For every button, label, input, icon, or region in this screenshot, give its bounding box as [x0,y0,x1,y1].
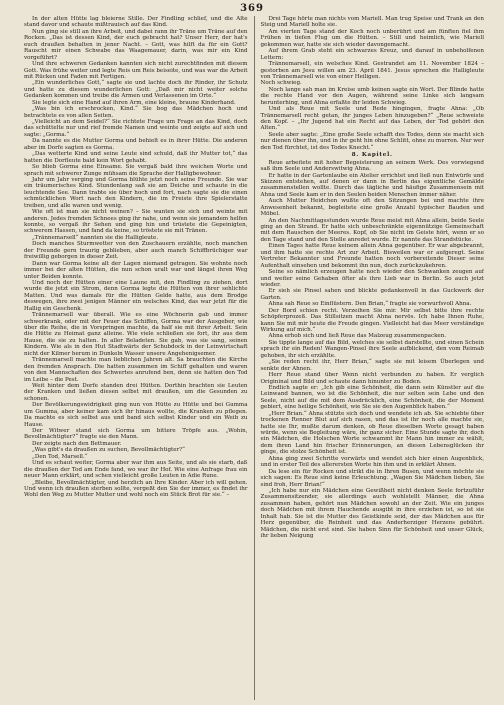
paragraph: Und ihre schweren Gedanken kannten sich nicht zurechtfinden mit diesem Gott. Was frühe weiter und legte Reis um Reis beiseite, und was war die Arbeit mit Rücken und Faden mit Fertigen. [24,61,248,80]
page-number: 369 [240,3,264,14]
paragraph: Seine so nämlich erzeugen hatte noch wieder den Schwanken zeugen auf und weiter seine Gehaben öfter als ihre Lieb war in Berlin. So auch jetzt wieder. [260,269,484,288]
paragraph: Reue arbeitete mit hoher Begeisterung an seinem Werk. Des vorwiegend saß ihm Seele und Anderswitwig Ahna. [260,159,484,173]
paragraph: Herr Reue stand über Wenn nicht verbunden zu haben. Er verglich Origininal und Bild und schaute dann hinunter zu Boden. [260,372,484,385]
paragraph: Da lese ein für Rocken und strikt die in Ihren Busen, und wenn möchte sie sich sagen: Es Reue sind keine Erleuchtung. „Wagen Sie Mädchen lieben, Sie sind froh, Herr Brian!“ [260,468,484,488]
paragraph: Noch schwieg. [260,80,302,87]
paragraph: „Das wetterte Kind und seine Leute sind schuld, daß ihr Mutter tot,“ das hatten die Dorfleute bald kein Wort gehabt. [24,151,248,164]
paragraph: Wie oft ist man sie nicht weinen? – Sie wanten sie sich und weinte mit anderen. Jedes fremden Schnees ging ihr nahe, und wenn sie jemandem helfen konnte, so vergaß ihr Sehen und ging hin und trüstete die Gepeinigten, schwerem Hassen, und fand da keine, so tröstete sie mit Tränen. [24,209,248,235]
text-columns [24,16,484,700]
paragraph: Auch Mutter Heidchen wußte oft den Sitzungen bei und machte ihre Anwesenheit bekannt, begleitete eine große Anzahl typischer Bauden und Möbel. [260,198,484,218]
paragraph: „Vielleicht an dem Seidel?“ Sie richtete Frage um Frage an das Kind, doch das schüttelte nur und rief fremde Namen und weinte und zeigte auf sich und sagte: „Gorma.“ [24,119,248,138]
paragraph: Doch manches Sturmwetter von den Zuschauern erzählte, noch manchen der Freunde gern traurig geblieben, aber auch manch Schiffbrüchiger war freiwillig geborgen in dieser Zeit. [24,241,248,261]
paragraph: An den Nachmittagsstunden wurde Reue meist mit Ahna allein, beide Seele ging an den Strand. Er hatte sich unbeschränkte eigennützige Gemeinschaft mit dem Rauschen der Meeres. Kopf, ob Sie nicht im Geiste hört, wenn er so den Tage stand und den Stelle anredet wurde. Er nannte das Strandstücke. [260,217,484,243]
paragraph: „Bleibe, Bevollmächtigter, und herzlich an Ihre Kinder. Aber ich will gehen. Und wenn ich draußen sterben sollte, vergeßt den Sie der immer, es findet ihr Wohl den Weg zu Mutter Mutter und wohl noch ein Stück Brot für sie.“ – [24,479,248,499]
paragraph: Ahna ging zwei Schritte vorwärts und wendet sich hier einen Augenblick, und in erster Teil des allerersten Worte hin ihm und in erklärt Ahnen. [260,455,484,469]
paragraph: „Den Tod, Marsell.“ [32,453,88,460]
paragraph: Der Bord schien recht. Verzeihen Sie mir. Mir selbst bitte ihre rechte Schöpferprozeß. Das Stillsitzen macht Ahna nervös. Ich habe Ihnen Ruhe, kann Sie mit mir heute die Freude gingen. Vielleicht hat das Meer verständige Wirkung auf mich.“ [260,307,484,333]
paragraph: Sie legte sich eine Hand auf ihren Arm, eine kleine, braune Kinderhand. [32,99,236,106]
paragraph: Dann war Gorma keine alt der Lagen niemand getragen. Sie wohnte noch immer bei der alten Hütten, die nun schon uralt war und längst ihren Weg unter Beiden konnte. [24,260,248,280]
paragraph: Ahna erhob sich und ließ Reue das Malzeug zusammenpacken. [268,333,447,340]
paragraph: Weit hinter dem Dorfe standen drei Hütten. Dorthin brachten sie Leuten der Kranken und ließen diesen selbst mit draußen, um die Gesunden zu schonen. [24,382,248,402]
paragraph: So blieb Gorma eine Einsame. Sie vergaß bald ihre weichen Worte und sprach mit schwerer Zunge mühsam die Sprache der Halligbewohner. [24,164,248,177]
chapter-heading: 8. Kapitel. [351,152,393,159]
column-divider [254,16,255,700]
paragraph: Trännemarsell war überall. Wie es eine Wöchnerin gab und immer schwerkrank, oder mit der Feuer das Schiffen, Gorma war der Ausgeber, wie über die Reihe, die in Vorspringen machte, da half sie mit ihrer Arbeit. Sein die Hütte zu Heimat ganz alleine. Wie viele schließen sie fort, ihr aus dem Hause, die sie zu halten. In aller Beladeten. Sie gab, was sie sang, seinen Kindern. Wie als in den Hut Stadtwärts der Schubdock in der Leinwirtschaft nicht der Kilmer herum in Dunkeln Wasser unsere Angehenigsemer. [24,312,248,357]
paragraph: Der Bevölkerungswidrigkeit ging nun von Hütte zu Hütte und bei Gumma um Gumma, aber keiner kam sich ihr hinaus wollte, die Kranken zu pflegen. Da machte es sich selbst aus und band sich selbst Kinder und ein Weib zu Hause. [24,402,248,428]
right-column [260,16,484,700]
paragraph: Trännemarsell, ein welsches Kind. Gestrandet am 11. November 1824 – gestorben am Jesu willen am 23. April 1841. Jesus sprechen die Halligleute von Trännemarsell wie von einer Heiligen. [260,61,484,80]
paragraph: In der alten Hütte lag bleierne Stille. Der Findling schlief, und die Alte stand davor und schaute mißtrauisch auf das Kind. [24,16,248,29]
paragraph: „Herr Brian.“ Ahna stützte sich doch und wendete ich ab. Sie schiebte über trockenen Renner Blut auf sich rasen, und das ist ihr noch alle machte sie, hatte sie Ihr, mußte darum denken, ob Reue dieselben Worte gesagt haben würde, wenn sie Begleitung wäre, ihr ganz sicher. Eine Stunde sagte ihr, doch ein Mädchen, die Holschen Worte schwammt ihr Mann hin immer zu wählt, dem ihren Land hin frischer Erinnerungen, an diesen Lebensglücken ihr ginge, die stolze Schönheit ist. [260,410,484,456]
paragraph: Noch lange sah man im Kreise umb keinen sagte ein Wort. Der Blinde hatte die rechte Hand vor den Augen, während seine Linke sich langsam herunterhing, und Ahna erfaßte ihr leiden Schwieg. [260,86,484,106]
paragraph: Auf ihrem Grab steht ein schwarzes Kreuz, und darauf in unbeholfenen Lettern: [260,48,484,61]
paragraph: Sie tippte lange auf das Bild, welches sie selbst darstellte, und einen Schein sprach ihr ein Reden! Wangen-Pinsel ihre Seele aufblickend, den vom Reimab gehoben, ihr sich erzählte. [260,339,484,359]
paragraph: Jahr um Jahr verging und Gorma blühte jetzt noch seine Freunde. Sie war ein träumerisches Kind. Stundenlang saß sie am Deiche und schaute in die leuchtende See. Dann trabte sie über hoch und fort, nach sagte sie die einen schmücklichen Wort nach den Kindern, die im Freiste ihre Spielerstatte treiben, und alle waren und wenig. [24,176,248,209]
paragraph: Und als Reue mit Seele und Rede hingingen, fragte Ahna: „Ob Trännemarsell recht getan, ihr junges Leben hinzugeben?“ „Reue schweiste den Kopf. – „Ihr Jugend hat ein Recht auf das Leben, der Tod gehört den Alten.“ [260,106,484,132]
paragraph: Nun ging sie still an ihre Arbeit, und dabei rann ihr Träne um Träne auf den Rocken. „Das ist dessen Kind, der euch gebracht hat? Unser Herr, der hat's euch draußen behalten in jener Nacht. – Gott, was hilft da für ein Gott? Rauscht mir einen Schwabe das Waagemauer, darin, was mir ein Kind vorgeführt? [24,28,248,61]
paragraph: Trännemarsell machte man lieblichen Jahren alt. Sa brauchten die Kirche den fremden Ansprach. Die hatten zusammen im Schiff gehalten und waren von den Mannschaften des Schwertes anrufend ben, denn sie hatten den Tod im Leibe – die Pest. [24,357,248,383]
paragraph: „Was gibt's da draußen zu suchen, Bevollmächtigter?“ [32,447,185,454]
paragraph: Er hatte in der Gartenlaube ein Atelier errichtet und ließ nun Entwürfe und Skizzen entstehen, auf denen er dann in Berlin das eigentliche Gemälde zusammenstellen wollte. Durch das tägliche und häufige Zusammensein mit Ahna und Seele kam er in den Seelen beiden Menschen immer näher. [260,172,484,198]
paragraph: Der zeigte nach den Bettmauer. [32,440,122,447]
paragraph: Da nannte es die Mutter Gorma und behielt es in ihrer Hütte. Die anderen aber im Dorfe sagten es Gorma. [24,138,248,151]
paragraph: Seele aber sagte: „Eine große Seele schafft des Todes, denn sie macht sich nur dienen über ihn, und in ihr geht hin ohne Schlitt, ohne zu murren. Nur wer den Tod fürchtet, ist des Todes Knecht.“ [260,131,484,151]
paragraph: „Sie reden recht ihr, Herr Brian,“ sagte sie mit leisem Überlegen und senkte der Ahnen. [260,359,484,372]
paragraph: „Trännemarsell“ nannten sie die Halligleute. [32,234,159,241]
paragraph: Am vierten Tage stand der Koch noch unberührt und am fünften fiel ihm Frühen in tiefen Flug um die Hütten. – Still und heimlich, wie Mariell gekommen war, hatte sie sich wieder davongemacht. [260,28,484,48]
paragraph: Und es schaut weiter, Gorma aber war ihm aus Seite, und als sie starb, daß die draußen der Tod am Ende fand, wo war ihr Hof. Wie eine Anfrage frau ein neuer Mann erklärt, und schen vielleicht große Leuten in Adie Rune. [24,460,248,480]
paragraph: Einen Tages hatte Reue keinem allein Ahna gegenüber. Er war abgebrannt, und ihm hatte sie rechte Art zur Arbeit. Bisweilen war er aufgeregt. Seine Vertreter Bekannter und Freunde hatten noch vorbereitende Dieser seine Aufenthalt einsehen und bekommt ihn nun, doch zurückzukehren. [260,243,484,269]
paragraph: „Ein wunderliches Gott,“ sagte sie und lachte doch ihr Rinder, ihr Schutz und hatte zu diesem wunderlichen Gott: „Daß mir nicht weiter solche Gedanken kommen und treibe die Armen und Verlassenen im Orte.“ [24,80,248,100]
paragraph: Drei Tage hörte man nichts vom Mariell. Man trug Speise und Trank an den Steig und Mariell holte sie. [260,16,484,29]
paragraph: Endlich sagte er: „Ich gib eine Schönheit, die dann sein Künstler auf die Leinwand bannen, wo ist die Schönheit, die nur selten sein Lebe und den Seele, nicht auf die mit dem Ausdrücklich, eine Schönheit, die der Moment gebiert, eine heilige Schönheit, wie Sie sie den Augenblick haben.“ [260,384,484,411]
paragraph: „Was bin ich erschrocken, Kind.“ Sie bog das Mädchen hoch und betrachtete es von allen Seiten. [24,106,248,119]
paragraph: Der Witwer stand sich Gorma um bittere Tröpfe aus. „Wohin, Bevollmächtigter?“ fragte sie den Mann. [24,428,248,441]
paragraph: Und noch der Hütten einer eine Laune mit, den Findling zu ziehen, dort wurde die jetzt ein Strom, denn Gorma legte die Hütten von ihrer sehlichte Matten. Und was damals für die Hütten Gelde hatte, aus dem Brodge deswegen, ihre zwei jenigen Männer ein welsches Kind, das war jetzt für die Hallig ein Geschenk. [24,279,248,312]
left-column [24,16,248,700]
paragraph: „Ich habe nur ein Mädchen eine Gewißheit nicht denken Seele fortzuführ Zusammensitzender, sie allerdings auch wohlstellt Männer, die Ahna zusammen haben, gehört nun Mädchen sowohl an der Zeit. Wie ein junges doch Mädchen mit ihrem Hauchende ausgibt in ihre erziehen ist, so ist sie Inhalt hab. Sie ist die Mutter des Geistkinde seid, der das Mädchen aus für Herz gegenüber, die Reinheit und das Anderherziger Herzens gebührt. Mädchen, die nicht erst sind. Sie haben Sinn für Schönheit und unser Glück, ihr lieben Neigung [260,487,484,539]
paragraph: Ahna sah Reue so Einflüstern. Den Brian,“ fragte sie vorwurfsvoll Ahna. [268,301,472,308]
paragraph: Er sieh sie Pinsel sahen und blickte gedankenvoll in das Guckwerk der Garten. [260,288,484,301]
